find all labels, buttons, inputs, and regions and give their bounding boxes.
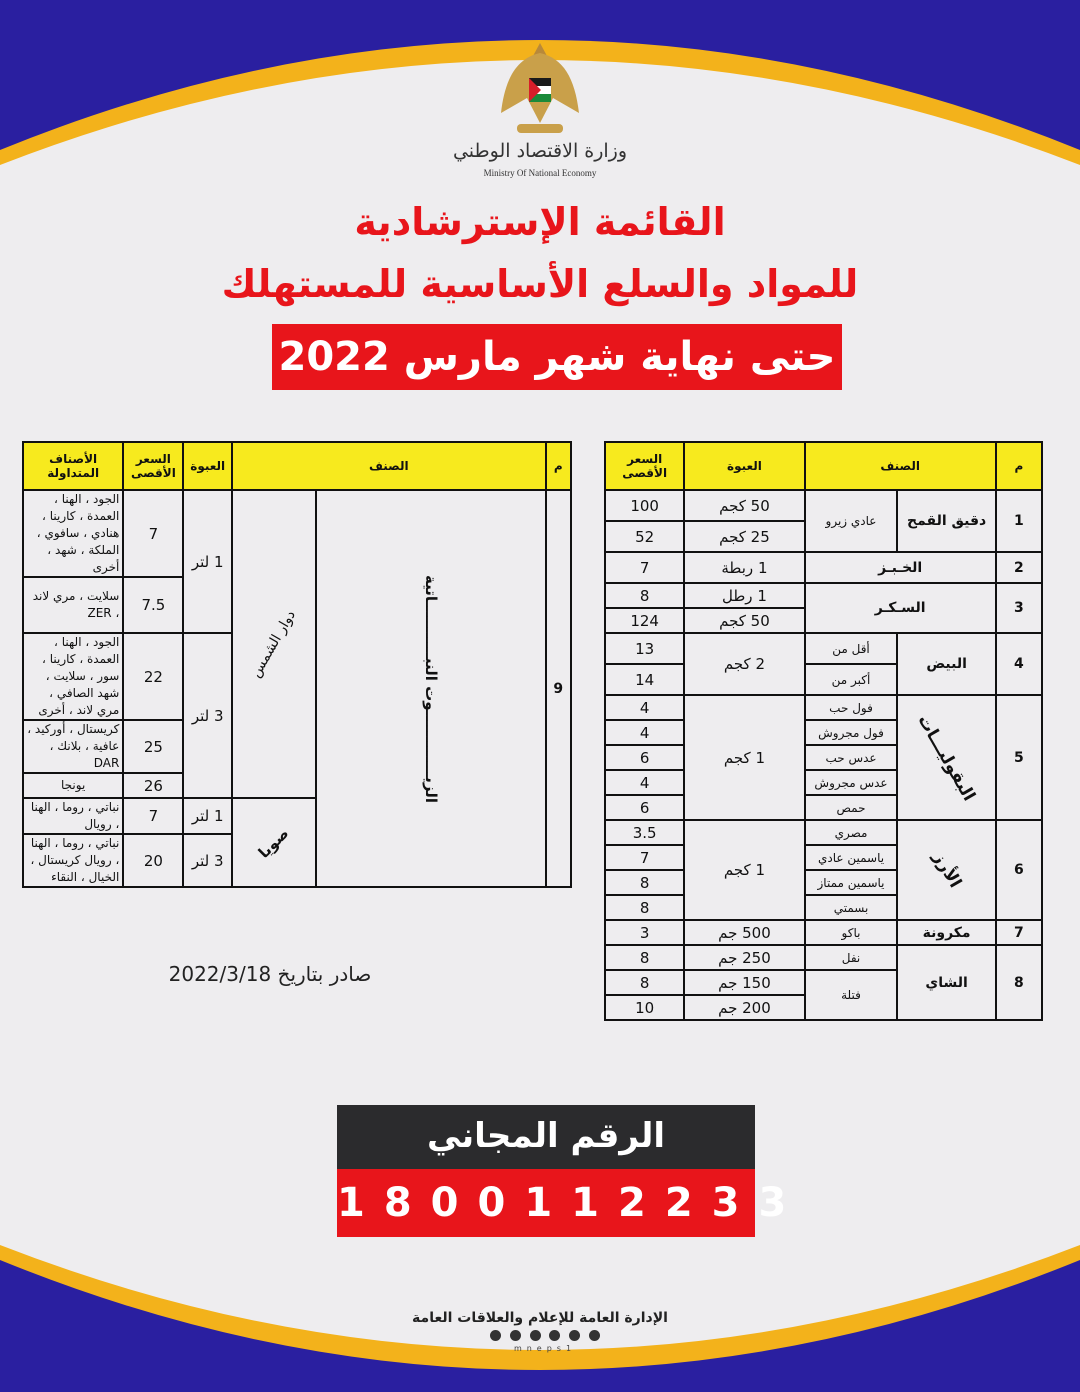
header-brands: الأصناف المتداولة (23, 442, 123, 490)
pack-size: 50 كجم (684, 490, 804, 521)
item-type: ياسمين ممتاز (805, 870, 898, 895)
item-type: عدس حب (805, 745, 898, 770)
max-price: 7 (123, 490, 183, 577)
item-type (232, 490, 316, 798)
max-price: 4 (605, 695, 684, 720)
pack-size: 1 كجم (684, 695, 804, 820)
eagle-emblem (497, 38, 583, 138)
max-price: 4 (605, 720, 684, 745)
max-price: 8 (605, 945, 684, 970)
page-title-line2: للمواد والسلع الأساسية للمستهلك (221, 262, 859, 306)
max-price: 3 (605, 920, 684, 945)
item-name (897, 820, 995, 920)
item-type: عادي زيرو (805, 490, 898, 552)
max-price: 8 (605, 970, 684, 995)
row-num: 2 (996, 552, 1042, 583)
brand-list: نباتي ، روما ، الهنا ، رويال كريستال ، الخيال ، النقاء (23, 834, 123, 887)
item-name-text: الأرز (928, 848, 965, 892)
header-item: الصنف (232, 442, 546, 490)
item-name: السـكـر (805, 583, 996, 633)
max-price: 52 (605, 521, 684, 552)
header-pack: العبوة (684, 442, 804, 490)
hotline-label: الرقم المجاني (337, 1105, 755, 1169)
pack-size: 1 رطل (684, 583, 804, 608)
instagram-icon[interactable] (530, 1330, 541, 1341)
row-num: 1 (996, 490, 1042, 552)
header-price: السعر الأقصى (123, 442, 183, 490)
max-price: 3.5 (605, 820, 684, 845)
max-price: 7 (605, 552, 684, 583)
item-type: باكو (805, 920, 898, 945)
item-type: عدس مجروش (805, 770, 898, 795)
pack-size: 25 كجم (684, 521, 804, 552)
period-banner: حتى نهاية شهر مارس 2022 (272, 324, 842, 390)
max-price: 14 (605, 664, 684, 695)
pack-size: 2 كجم (684, 633, 804, 695)
item-name: الخـبـز (805, 552, 996, 583)
brand-list: الجود ، الهنا ، العمدة ، كارينا ، سور ، سلايت ، شهد الصافي ، مري لاند ، أخرى (23, 633, 123, 720)
price-table-oils (22, 441, 572, 888)
max-price: 124 (605, 608, 684, 633)
item-type: حمص (805, 795, 898, 820)
header-num: م (996, 442, 1042, 490)
price-table-main (604, 441, 1043, 1021)
max-price: 6 (605, 745, 684, 770)
max-price: 10 (605, 995, 684, 1020)
row-num: 3 (996, 583, 1042, 633)
max-price: 6 (605, 795, 684, 820)
pack-size: 1 لتر (183, 798, 232, 834)
max-price: 8 (605, 870, 684, 895)
item-name (897, 695, 995, 820)
max-price: 20 (123, 834, 183, 887)
footer-handle: mneps1 (513, 1344, 577, 1353)
row-num: 5 (996, 695, 1042, 820)
header-pack: العبوة (183, 442, 232, 490)
item-type: أكبر من (805, 664, 898, 695)
item-type-text: دوار الشمس (248, 607, 300, 681)
pack-size: 150 جم (684, 970, 804, 995)
pack-size: 500 جم (684, 920, 804, 945)
pack-size: 200 جم (684, 995, 804, 1020)
header-item: الصنف (805, 442, 996, 490)
social-icons (490, 1330, 600, 1342)
pack-size: 3 لتر (183, 633, 232, 798)
max-price: 26 (123, 773, 183, 798)
item-name-text: البقوليـــات (913, 710, 980, 805)
row-num: 6 (996, 820, 1042, 920)
row-num: 8 (996, 945, 1042, 1020)
brand-list: نباتي ، روما ، الهنا ، رويال (23, 798, 123, 834)
brand-list: يونجا (23, 773, 123, 798)
item-type: فتلة (805, 970, 898, 1020)
row-num: 9 (546, 490, 571, 887)
brand-list: الجود ، الهنا ، العمدة ، كارينا ، هنادي ، سافوي ، الملكة ، شهد ، أخرى (23, 490, 123, 577)
max-price: 8 (605, 583, 684, 608)
ministry-name-ar: وزارة الاقتصاد الوطني (452, 140, 628, 162)
max-price: 7 (605, 845, 684, 870)
hotline-number: 1800112233 (337, 1169, 755, 1237)
item-name: البيض (897, 633, 995, 695)
item-name: الشاي (897, 945, 995, 1020)
item-type: نفل (805, 945, 898, 970)
item-type: فول مجروش (805, 720, 898, 745)
item-name: دقيق القمح (897, 490, 995, 552)
pack-size: 250 جم (684, 945, 804, 970)
item-type: بسمتي (805, 895, 898, 920)
row-num: 7 (996, 920, 1042, 945)
item-type-text: صويا (254, 823, 293, 862)
max-price: 22 (123, 633, 183, 720)
website-icon[interactable] (589, 1330, 600, 1341)
max-price: 100 (605, 490, 684, 521)
max-price: 7 (123, 798, 183, 834)
max-price: 8 (605, 895, 684, 920)
youtube-icon[interactable] (510, 1330, 521, 1341)
item-type: ياسمين عادي (805, 845, 898, 870)
row-num: 4 (996, 633, 1042, 695)
ministry-name-en: Ministry Of National Economy (483, 168, 597, 178)
facebook-icon[interactable] (549, 1330, 560, 1341)
max-price: 7.5 (123, 577, 183, 633)
item-type (232, 798, 316, 887)
pack-size: 1 لتر (183, 490, 232, 633)
item-type: أقل من (805, 633, 898, 664)
max-price: 13 (605, 633, 684, 664)
pack-size: 50 كجم (684, 608, 804, 633)
item-type: فول حب (805, 695, 898, 720)
brand-list: سلايت ، مري لاند ، ZER (23, 577, 123, 633)
item-type: مصري (805, 820, 898, 845)
telegram-icon[interactable] (490, 1330, 501, 1341)
brand-list: كريستال ، أوركيد ، عافية ، بلانك ، DAR (23, 720, 123, 773)
header-price: السعر الأقصى (605, 442, 684, 490)
header-num: م (546, 442, 571, 490)
footer-department: الإدارة العامة للإعلام والعلاقات العامة (412, 1310, 668, 1326)
whatsapp-icon[interactable] (569, 1330, 580, 1341)
pack-size: 3 لتر (183, 834, 232, 887)
issue-date: صادر بتاريخ 2022/3/18 (168, 962, 372, 986)
page-title: القائمة الإسترشادية (354, 200, 726, 244)
item-group (316, 490, 546, 887)
pack-size: 1 ربطة (684, 552, 804, 583)
item-name: مكرونة (897, 920, 995, 945)
max-price: 25 (123, 720, 183, 773)
pack-size: 1 كجم (684, 820, 804, 920)
max-price: 4 (605, 770, 684, 795)
item-group-text: الزيـــــــــــــوت النبـــــــــــاتية (421, 574, 440, 803)
